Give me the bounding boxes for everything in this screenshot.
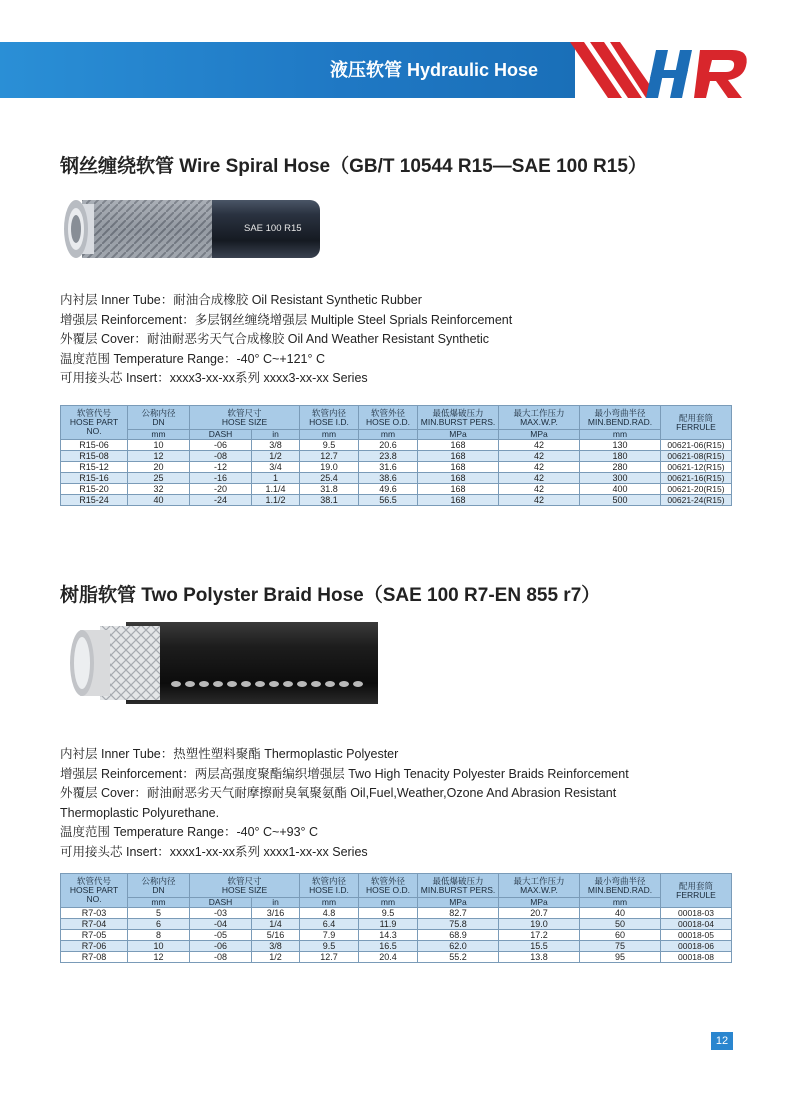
th-hose-part: 软管代号 HOSE PART NO. <box>61 874 128 908</box>
table-body <box>61 908 732 963</box>
table-row <box>61 930 732 941</box>
table-cell: 7.9 <box>300 930 359 941</box>
table-cell: 31.8 <box>300 484 359 495</box>
table-cell: R7-05 <box>61 930 128 941</box>
polyester-braid-hose-image <box>66 620 378 706</box>
table-row <box>61 451 732 462</box>
th-unit: in <box>252 898 300 908</box>
table-cell: 23.8 <box>359 451 418 462</box>
table-cell: 12 <box>128 952 190 963</box>
table-cell: R15-08 <box>61 451 128 462</box>
table-cell: 20.7 <box>499 908 580 919</box>
table-cell: 3/8 <box>252 440 300 451</box>
table-cell: 55.2 <box>418 952 499 963</box>
table-cell: 31.6 <box>359 462 418 473</box>
th-unit: mm <box>128 430 190 440</box>
spec-line: 温度范围 Temperature Range：-40° C~+121° C <box>60 351 325 366</box>
table-row <box>61 440 732 451</box>
table-cell: 12 <box>128 451 190 462</box>
table-cell: R7-08 <box>61 952 128 963</box>
spec-line: 可用接头芯 Insert：xxxx3-xx-xx系列 xxxx3-xx-xx Series <box>60 371 368 386</box>
table-cell: 10 <box>128 440 190 451</box>
table-cell: 10 <box>128 941 190 952</box>
th-unit: mm <box>359 898 418 908</box>
section-title-polyester-braid: 树脂软管 Two Polyster Braid Hose（SAE 100 R7-EN 855 r7） <box>60 585 601 606</box>
table-cell: -06 <box>190 941 252 952</box>
table-row <box>61 462 732 473</box>
table-cell: 3/16 <box>252 908 300 919</box>
table-cell: R7-04 <box>61 919 128 930</box>
table-cell: 12.7 <box>300 451 359 462</box>
th-hose-size: 软管尺寸 HOSE SIZE <box>190 874 300 898</box>
table-cell: -08 <box>190 952 252 963</box>
table-cell: 38.6 <box>359 473 418 484</box>
spec-line: 增强层 Reinforcement：两层高强度聚酯编织增强层 Two High Tenacity Polyester Braids Reinforcement <box>60 766 629 781</box>
table-cell: 42 <box>499 462 580 473</box>
table-row <box>61 495 732 506</box>
table-row <box>61 484 732 495</box>
table-cell: 5/16 <box>252 930 300 941</box>
table-cell: 17.2 <box>499 930 580 941</box>
table-cell: R15-12 <box>61 462 128 473</box>
table-cell: -20 <box>190 484 252 495</box>
table-cell: 9.5 <box>300 440 359 451</box>
ferrule-cell: 00018-08 <box>661 952 732 963</box>
table-cell: 20.6 <box>359 440 418 451</box>
table-cell: 15.5 <box>499 941 580 952</box>
ferrule-cell: 00018-06 <box>661 941 732 952</box>
table-cell: -24 <box>190 495 252 506</box>
th-dn: 公称内径 DN <box>128 406 190 430</box>
table-cell: 9.5 <box>359 908 418 919</box>
table-cell: 19.0 <box>499 919 580 930</box>
table-cell: 14.3 <box>359 930 418 941</box>
spec-line: 内衬层 Inner Tube：耐油合成橡胶 Oil Resistant Synthetic Rubber <box>60 293 422 307</box>
ferrule-cell: 00621-16(R15) <box>661 473 732 484</box>
table-cell: 168 <box>418 440 499 451</box>
page-number: 12 <box>711 1032 733 1050</box>
table-cell: 20 <box>128 462 190 473</box>
table-cell: 400 <box>580 484 661 495</box>
spec-table-wire-spiral <box>60 405 732 506</box>
table-cell: 42 <box>499 495 580 506</box>
th-unit: DASH <box>190 898 252 908</box>
table-cell: -04 <box>190 919 252 930</box>
th-hose-part: 软管代号 HOSE PART NO. <box>61 406 128 440</box>
table-cell: 1/2 <box>252 451 300 462</box>
th-unit: MPa <box>499 430 580 440</box>
table-cell: 60 <box>580 930 661 941</box>
table-cell: 5 <box>128 908 190 919</box>
table-cell: 6.4 <box>300 919 359 930</box>
table-cell: R15-06 <box>61 440 128 451</box>
th-unit: MPa <box>418 430 499 440</box>
table-cell: -06 <box>190 440 252 451</box>
th-wp: 最大工作压力 MAX.W.P. <box>499 874 580 898</box>
th-unit: DASH <box>190 430 252 440</box>
ferrule-cell: 00621-20(R15) <box>661 484 732 495</box>
th-burst: 最低爆破压力 MIN.BURST PERS. <box>418 874 499 898</box>
th-od: 软管外径 HOSE O.D. <box>359 874 418 898</box>
th-unit: mm <box>128 898 190 908</box>
th-wp: 最大工作压力 MAX.W.P. <box>499 406 580 430</box>
th-ferrule: 配用套筒 FERRULE <box>661 874 732 908</box>
table-cell: 82.7 <box>418 908 499 919</box>
table-body <box>61 440 732 506</box>
table-cell: 168 <box>418 495 499 506</box>
ferrule-cell: 00621-06(R15) <box>661 440 732 451</box>
table-cell: 168 <box>418 451 499 462</box>
table-cell: 40 <box>128 495 190 506</box>
table-cell: 300 <box>580 473 661 484</box>
th-unit: mm <box>580 430 661 440</box>
th-burst: 最低爆破压力 MIN.BURST PERS. <box>418 406 499 430</box>
table-cell: 4.8 <box>300 908 359 919</box>
table-cell: R15-24 <box>61 495 128 506</box>
table-cell: 13.8 <box>499 952 580 963</box>
spec-line: 可用接头芯 Insert：xxxx1-xx-xx系列 xxxx1-xx-xx Series <box>60 844 368 859</box>
table-cell: -12 <box>190 462 252 473</box>
table-cell: 1.1/4 <box>252 484 300 495</box>
table-row <box>61 919 732 930</box>
table-cell: 168 <box>418 473 499 484</box>
table-cell: -08 <box>190 451 252 462</box>
th-dn: 公称内径 DN <box>128 874 190 898</box>
table-cell: 62.0 <box>418 941 499 952</box>
table-cell: 25.4 <box>300 473 359 484</box>
table-cell: -05 <box>190 930 252 941</box>
brand-logo <box>560 36 800 106</box>
table-cell: 168 <box>418 484 499 495</box>
th-unit: in <box>252 430 300 440</box>
hose-print-label: SAE 100 R15 <box>244 223 302 234</box>
table-cell: 9.5 <box>300 941 359 952</box>
th-bend: 最小弯曲半径 MIN.BEND.RAD. <box>580 874 661 898</box>
table-cell: 1/2 <box>252 952 300 963</box>
table-cell: 49.6 <box>359 484 418 495</box>
ferrule-cell: 00018-04 <box>661 919 732 930</box>
table-cell: 42 <box>499 451 580 462</box>
table-cell: 50 <box>580 919 661 930</box>
table-cell: 8 <box>128 930 190 941</box>
table-cell: 42 <box>499 440 580 451</box>
table-cell: R7-06 <box>61 941 128 952</box>
specs-polyester-braid <box>60 745 750 863</box>
th-bend: 最小弯曲半径 MIN.BEND.RAD. <box>580 406 661 430</box>
header-banner <box>0 42 800 98</box>
table-cell: 75 <box>580 941 661 952</box>
ferrule-cell: 00621-24(R15) <box>661 495 732 506</box>
table-cell: R15-20 <box>61 484 128 495</box>
table-cell: R15-16 <box>61 473 128 484</box>
table-cell: 20.4 <box>359 952 418 963</box>
table-cell: 95 <box>580 952 661 963</box>
table-cell: 11.9 <box>359 919 418 930</box>
spec-line: 温度范围 Temperature Range：-40° C~+93° C <box>60 825 319 840</box>
table-row <box>61 941 732 952</box>
th-od: 软管外径 HOSE O.D. <box>359 406 418 430</box>
th-unit: mm <box>359 430 418 440</box>
ferrule-cell: 00621-08(R15) <box>661 451 732 462</box>
table-cell: 180 <box>580 451 661 462</box>
th-hose-size: 软管尺寸 HOSE SIZE <box>190 406 300 430</box>
table-cell: 3/4 <box>252 462 300 473</box>
spec-line: 增强层 Reinforcement：多层钢丝缠绕增强层 Multiple Steel Sprials Reinforcement <box>60 312 513 327</box>
table-cell: 19.0 <box>300 462 359 473</box>
table-cell: R7-03 <box>61 908 128 919</box>
table-cell: 3/8 <box>252 941 300 952</box>
table-cell: 75.8 <box>418 919 499 930</box>
ferrule-cell: 00621-12(R15) <box>661 462 732 473</box>
spec-line: 外覆层 Cover：耐油耐恶劣天气耐摩擦耐臭氧聚氨酯 Oil,Fuel,Weather,Ozone And Abrasion Resistant <box>60 786 617 801</box>
table-cell: 56.5 <box>359 495 418 506</box>
table-cell: 32 <box>128 484 190 495</box>
th-id: 软管内径 HOSE I.D. <box>300 874 359 898</box>
th-unit: mm <box>300 898 359 908</box>
spec-table-polyester-braid <box>60 873 732 963</box>
table-cell: 25 <box>128 473 190 484</box>
table-cell: 168 <box>418 462 499 473</box>
table-cell: -16 <box>190 473 252 484</box>
table-cell: 1.1/2 <box>252 495 300 506</box>
banner-title: 液压软管 Hydraulic Hose <box>330 60 539 80</box>
section-title-wire-spiral: 钢丝缠绕软管 Wire Spiral Hose（GB/T 10544 R15—SAE 100 R15） <box>60 156 647 177</box>
table-cell: 40 <box>580 908 661 919</box>
table-cell: 42 <box>499 473 580 484</box>
spec-line: Thermoplastic Polyurethane. <box>60 805 220 820</box>
ferrule-cell: 00018-03 <box>661 908 732 919</box>
spec-line: 内衬层 Inner Tube：热塑性塑料聚酯 Thermoplastic Polyester <box>60 747 399 761</box>
th-unit: mm <box>580 898 661 908</box>
table-cell: 42 <box>499 484 580 495</box>
th-unit: MPa <box>499 898 580 908</box>
table-cell: 6 <box>128 919 190 930</box>
specs-wire-spiral <box>60 291 750 389</box>
table-cell: 16.5 <box>359 941 418 952</box>
table-cell: 500 <box>580 495 661 506</box>
th-id: 软管内径 HOSE I.D. <box>300 406 359 430</box>
spec-line: 外覆层 Cover：耐油耐恶劣天气合成橡胶 Oil And Weather Resistant Synthetic <box>60 332 490 347</box>
table-row <box>61 473 732 484</box>
table-cell: 38.1 <box>300 495 359 506</box>
ferrule-cell: 00018-05 <box>661 930 732 941</box>
table-cell: 68.9 <box>418 930 499 941</box>
table-row <box>61 952 732 963</box>
table-cell: -03 <box>190 908 252 919</box>
table-cell: 1/4 <box>252 919 300 930</box>
th-ferrule: 配用套筒 FERRULE <box>661 406 732 440</box>
table-cell: 130 <box>580 440 661 451</box>
table-cell: 280 <box>580 462 661 473</box>
th-unit: MPa <box>418 898 499 908</box>
table-row <box>61 908 732 919</box>
table-cell: 12.7 <box>300 952 359 963</box>
wire-spiral-hose-image <box>62 196 322 262</box>
table-cell: 1 <box>252 473 300 484</box>
th-unit: mm <box>300 430 359 440</box>
